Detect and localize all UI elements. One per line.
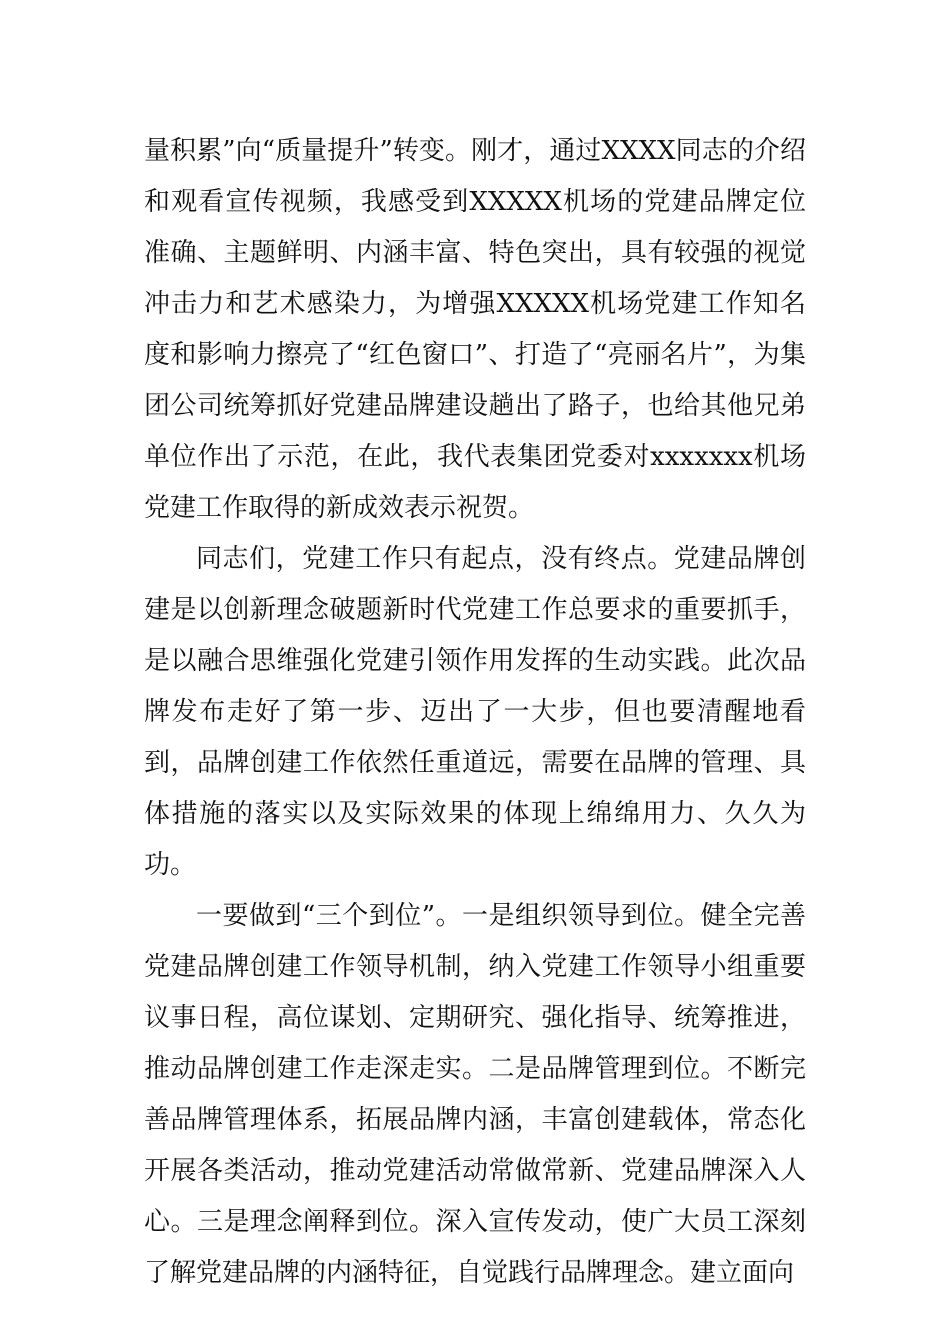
paragraph-party-building: 同志们，党建工作只有起点，没有终点。党建品牌创建是以创新理念破题新时代党建工作总要求的重要抓手，是以融合思维强化党建引领作用发挥的生动实践。此次品牌发布走好了第一步、迈出了一大步，但也要清醒地看到，品牌创建工作依然任重道远，需要在品牌的管理、具体措施的落实以及实际效果的体现上绵绵用力、久久为功。 bbox=[144, 544, 806, 880]
paragraph-continued: 量积累”向“质量提升”转变。刚才，通过XXXX同志的介绍和观看宣传视频，我感受到XXXXX机场的党建品牌定位准确、主题鲜明、内涵丰富、特色突出，具有较强的视觉冲击力和艺术感染力，为增强XXXXX机场党建工作知名度和影响力擦亮了“红色窗口”、打造了“亮丽名片”，为集团公司统筹抓好党建品牌建设趟出了路子，也给其他兄弟单位作出了示范，在此，我代表集团党委对xxxxxxx机场党建工作取得的新成效表示祝贺。 bbox=[144, 136, 806, 523]
document-body bbox=[144, 126, 806, 1299]
paragraph-three-in-place: 一要做到“三个到位”。一是组织领导到位。健全完善党建品牌创建工作领导机制，纳入党建工作领导小组重要议事日程，高位谋划、定期研究、强化指导、统筹推进，推动品牌创建工作走深走实。二是品牌管理到位。不断完善品牌管理体系，拓展品牌内涵，丰富创建载体，常态化开展各类活动，推动党建活动常做常新、党建品牌深入人心。三是理念阐释到位。深入宣传发动，使广大员工深刻了解党建品牌的内涵特征，自觉践行品牌理念。建立面向 bbox=[144, 901, 806, 1288]
